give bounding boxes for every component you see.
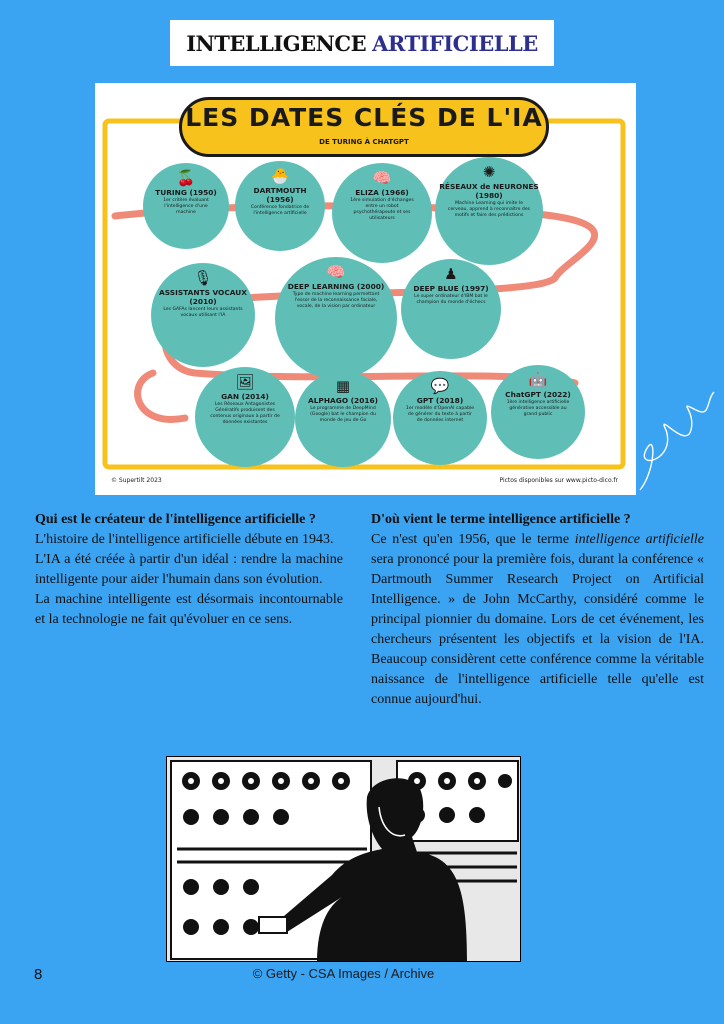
timeline-poster (95, 83, 636, 495)
chick-icon: 🐣 (270, 167, 290, 185)
left-paragraph-2: L'IA a été créée à partir d'un idéal : rendre la machine intelligente pour aider l'humain dans son évolution. (35, 552, 343, 587)
cherry-icon: 🍒 (176, 169, 196, 187)
man-at-computer-illustration (167, 757, 521, 962)
poster-credit-right: Pictos disponibles sur www.picto-dico.fr (499, 477, 618, 484)
milestone-neural-networks: ✺ RÉSEAUX de NEURONES (1980) Machine Learning qui imite le cerveau, apprend à reconnaître des motifs et faire des prédictions (435, 157, 543, 265)
archive-illustration (166, 756, 521, 962)
title-part-1: INTELLIGENCE (186, 30, 367, 56)
chess-pawn-icon: ♟ (444, 265, 458, 283)
milestone-alphago: ▦ ALPHAGO (2016) Le programme de DeepMind (Google) bat le champion du monde de jeu de Go (295, 371, 391, 467)
left-question: Qui est le créateur de l'intelligence artificielle ? (35, 512, 316, 527)
page-title (170, 20, 554, 66)
microphone-icon: 🎙 (193, 269, 213, 287)
poster-credit-left: © Supertilt 2023 (111, 477, 162, 484)
page-number: 8 (34, 966, 43, 983)
milestone-deep-blue: ♟ DEEP BLUE (1997) Le super ordinateur d'IBM bat le champion du monde d'échecs (401, 259, 501, 359)
milestone-gan: 🖼 GAN (2014) Les Réseaux Antagonistes Génératifs produisent des contenus originaux à partir de données existantes (195, 367, 295, 467)
poster-subtitle: DE TURING À CHATGPT (319, 138, 409, 146)
left-paragraph-3: La machine intelligente est désormais incontournable et la technologie ne fait qu'évoluer en ce sens. (35, 592, 343, 627)
squiggle-decoration (636, 390, 716, 500)
milestone-voice-assistants: 🎙 ASSISTANTS VOCAUX (2010) Les GAFAs lancent leurs assistants vocaux utilisant l'IA (151, 263, 255, 367)
milestone-chatgpt: 🤖 ChatGPT (2022) 1ère intelligence artificielle générative accessible au grand public (491, 365, 585, 459)
go-board-icon: ▦ (335, 377, 351, 395)
neuron-icon: ✺ (482, 163, 496, 181)
image-frame-icon: 🖼 (235, 373, 255, 391)
brain-icon: 🧠 (372, 169, 392, 187)
right-question: D'où vient le terme intelligence artificielle ? (371, 512, 631, 527)
right-paragraph: Ce n'est qu'en 1956, que le terme intelligence artificielle sera prononcé pour la première fois, durant la conférence « Dartmouth Summer Research Project on Artificial Intelligence. » de John McCarthy, considéré comme le principal pionnier du domaine. Lors de cet événement, les chercheurs présentent les objectifs et la vision de l'IA. Beaucoup considèrent cette conférence comme la véritable naissance de l'intelligence artificielle telle qu'elle est connue aujourd'hui. (371, 532, 704, 707)
milestone-gpt: 💬 GPT (2018) 1er modèle d'OpenAI capable de générer du texte à partir de données internet (393, 371, 487, 465)
right-column (371, 510, 704, 710)
left-paragraph-1: L'histoire de l'intelligence artificielle débute en 1943. (35, 532, 334, 547)
poster-title: LES DATES CLÉS DE L'IA (185, 103, 543, 132)
milestone-deep-learning: 🧠 DEEP LEARNING (2000) Type de machine learning permettant l'essor de la reconnaissance faciale, vocale, de la vision par ordinateur (275, 257, 397, 379)
brain-icon: 🧠 (326, 263, 346, 281)
photo-caption: © Getty - CSA Images / Archive (252, 966, 435, 981)
milestone-turing: 🍒 TURING (1950) 1er critère évaluant l'intelligence d'une machine (143, 163, 229, 249)
robot-icon: 🤖 (528, 371, 548, 389)
chat-bubble-icon: 💬 (430, 377, 450, 395)
left-column (35, 510, 343, 630)
milestone-eliza: 🧠 ELIZA (1966) 1ère simulation d'échanges entre un robot psychothérapeute et ses utilisateurs (332, 163, 432, 263)
milestone-dartmouth: 🐣 DARTMOUTH (1956) Conférence fondatrice de l'intelligence artificielle (235, 161, 325, 251)
title-part-2: ARTIFICIELLE (372, 30, 538, 56)
